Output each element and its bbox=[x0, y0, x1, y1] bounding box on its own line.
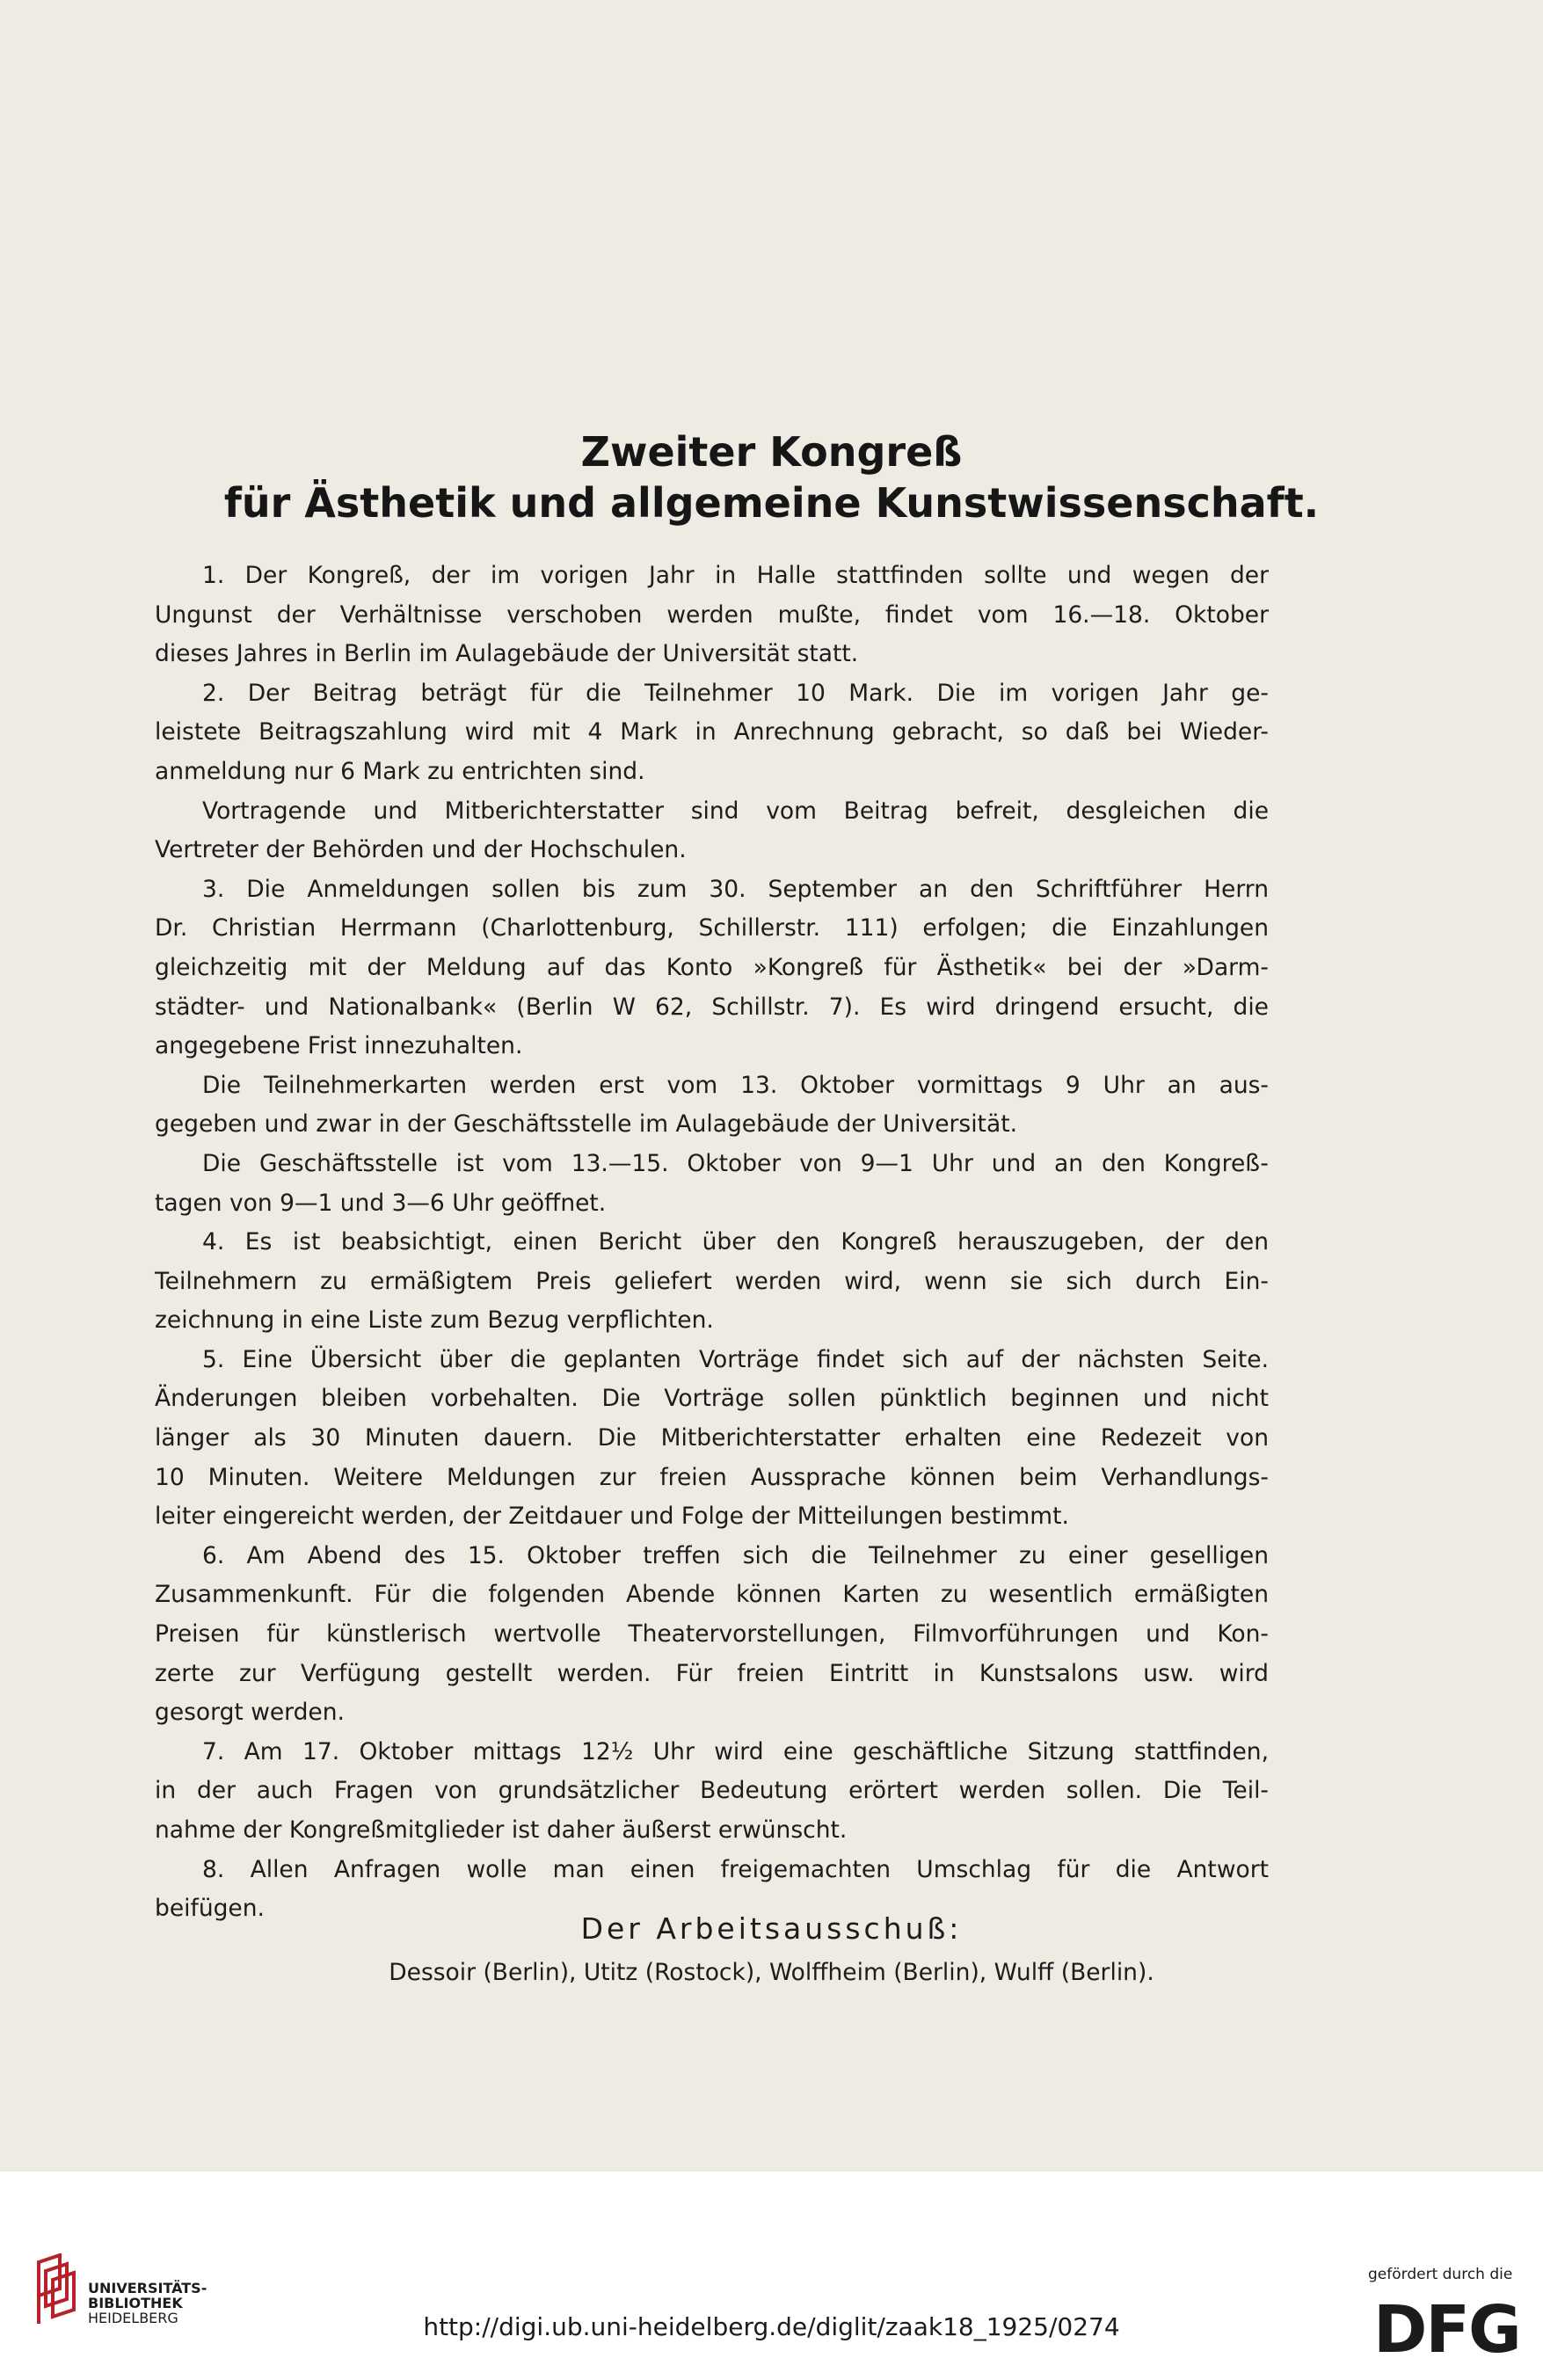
paragraph-line: leiter eingereicht werden, der Zeitdauer und Folge der Mitteilungen bestimmt. bbox=[155, 1503, 1069, 1531]
paragraph-line: zeichnung in eine Liste zum Bezug verpflichten. bbox=[155, 1306, 714, 1335]
library-name-line3: HEIDELBERG bbox=[88, 2310, 178, 2326]
paragraph-line: beifügen. bbox=[155, 1895, 265, 1923]
paragraph-line: 5. Eine Übersicht über die geplanten Vorträge findet sich auf der nächsten Seite. bbox=[202, 1345, 1269, 1373]
paragraph-line: gesorgt werden. bbox=[155, 1699, 345, 1727]
paragraph-line: dieses Jahres in Berlin im Aulagebäude der Universität statt. bbox=[155, 640, 859, 668]
paragraph-line: Ungunst der Verhältnisse verschoben werden mußte, findet vom 16.—18. Oktober bbox=[155, 600, 1269, 629]
signature-title: Der Arbeitsausschuß: bbox=[580, 1911, 963, 1946]
paragraph-line: Teilnehmern zu ermäßigtem Preis geliefert werden wird, wenn sie sich durch Ein- bbox=[155, 1267, 1269, 1295]
paragraph-line: Preisen für künstlerisch wertvolle Theatervorstellungen, Filmvorführungen und Kon- bbox=[155, 1620, 1269, 1649]
funded-by-label: gefördert durch die bbox=[1368, 2266, 1513, 2283]
paragraph-line: Änderungen bleiben vorbehalten. Die Vorträge sollen pünktlich beginnen und nicht bbox=[155, 1385, 1269, 1413]
library-name-line1: UNIVERSITÄTS- bbox=[88, 2280, 207, 2296]
paragraph-line: 2. Der Beitrag beträgt für die Teilnehmer 10 Mark. Die im vorigen Jahr ge- bbox=[202, 679, 1269, 707]
body-text bbox=[155, 557, 1269, 1929]
paragraph-line: 4. Es ist beabsichtigt, einen Bericht über den Kongreß herauszugeben, der den bbox=[202, 1228, 1269, 1256]
dfg-logo-icon: DFG bbox=[1373, 2292, 1520, 2368]
page-title: Zweiter Kongreß bbox=[580, 428, 963, 476]
library-name-line2: BIBLIOTHEK bbox=[88, 2295, 183, 2311]
paragraph-line: leistete Beitragszahlung wird mit 4 Mark in Anrechnung gebracht, so daß bei Wieder- bbox=[155, 718, 1269, 746]
paragraph-line: Vortragende und Mitberichterstatter sind vom Beitrag befreit, desgleichen die bbox=[202, 797, 1269, 825]
paragraph-line: städter- und Nationalbank« (Berlin W 62, Schillstr. 7). Es wird dringend ersucht, die bbox=[155, 993, 1269, 1021]
paragraph-line: Die Geschäftsstelle ist vom 13.—15. Oktober von 9—1 Uhr und an den Kongreß- bbox=[202, 1149, 1269, 1177]
signature-names: Dessoir (Berlin), Utitz (Rostock), Wolffheim (Berlin), Wulff (Berlin). bbox=[389, 1959, 1154, 1986]
paragraph-line: zerte zur Verfügung gestellt werden. Für freien Eintritt in Kunstsalons usw. wird bbox=[155, 1659, 1269, 1687]
page-subtitle: für Ästhetik und allgemeine Kunstwissenschaft. bbox=[223, 479, 1320, 527]
paragraph-line: 6. Am Abend des 15. Oktober treffen sich die Teilnehmer zu einer geselligen bbox=[202, 1541, 1269, 1569]
paragraph-line: Die Teilnehmerkarten werden erst vom 13. Oktober vormittags 9 Uhr an aus- bbox=[202, 1071, 1269, 1099]
paragraph-line: Zusammenkunft. Für die folgenden Abende können Karten zu wesentlich ermäßigten bbox=[155, 1581, 1269, 1609]
page-header bbox=[0, 426, 1543, 528]
paragraph-line: Vertreter der Behörden und der Hochschulen. bbox=[155, 836, 687, 864]
paragraph-line: tagen von 9—1 und 3—6 Uhr geöffnet. bbox=[155, 1189, 607, 1217]
paragraph-line: länger als 30 Minuten dauern. Die Mitberichterstatter erhalten eine Redezeit von bbox=[155, 1424, 1269, 1452]
paragraph-line: gegeben und zwar in der Geschäftsstelle im Aulagebäude der Universität. bbox=[155, 1110, 1018, 1139]
footer bbox=[0, 2172, 1543, 2380]
paragraph-line: 3. Die Anmeldungen sollen bis zum 30. September an den Schriftführer Herrn bbox=[202, 875, 1269, 903]
paragraph-line: anmeldung nur 6 Mark zu entrichten sind. bbox=[155, 757, 645, 785]
paragraph-line: in der auch Fragen von grundsätzlicher Bedeutung erörtert werden sollen. Die Teil- bbox=[155, 1777, 1269, 1805]
paragraph-line: 10 Minuten. Weitere Meldungen zur freien Aussprache können beim Verhandlungs- bbox=[155, 1463, 1269, 1491]
document-url-link[interactable]: http://digi.ub.uni-heidelberg.de/diglit/zaak18_1925/0274 bbox=[423, 2312, 1120, 2341]
paragraph-line: nahme der Kongreßmitglieder ist daher äußerst erwünscht. bbox=[155, 1816, 848, 1844]
paragraph-line: gleichzeitig mit der Meldung auf das Konto »Kongreß für Ästhetik« bei der »Darm- bbox=[155, 953, 1269, 981]
paragraph-line: Dr. Christian Herrmann (Charlottenburg, Schillerstr. 111) erfolgen; die Einzahlungen bbox=[155, 914, 1269, 943]
paragraph-line: 7. Am 17. Oktober mittags 12½ Uhr wird eine geschäftliche Sitzung stattfinden, bbox=[202, 1737, 1269, 1765]
paragraph-line: 8. Allen Anfragen wolle man einen freigemachten Umschlag für die Antwort bbox=[202, 1855, 1269, 1883]
paragraph-line: angegebene Frist innezuhalten. bbox=[155, 1032, 523, 1060]
bleed-through-text bbox=[158, 167, 1301, 308]
paragraph-line: 1. Der Kongreß, der im vorigen Jahr in Halle stattfinden sollte und wegen der bbox=[202, 562, 1269, 589]
